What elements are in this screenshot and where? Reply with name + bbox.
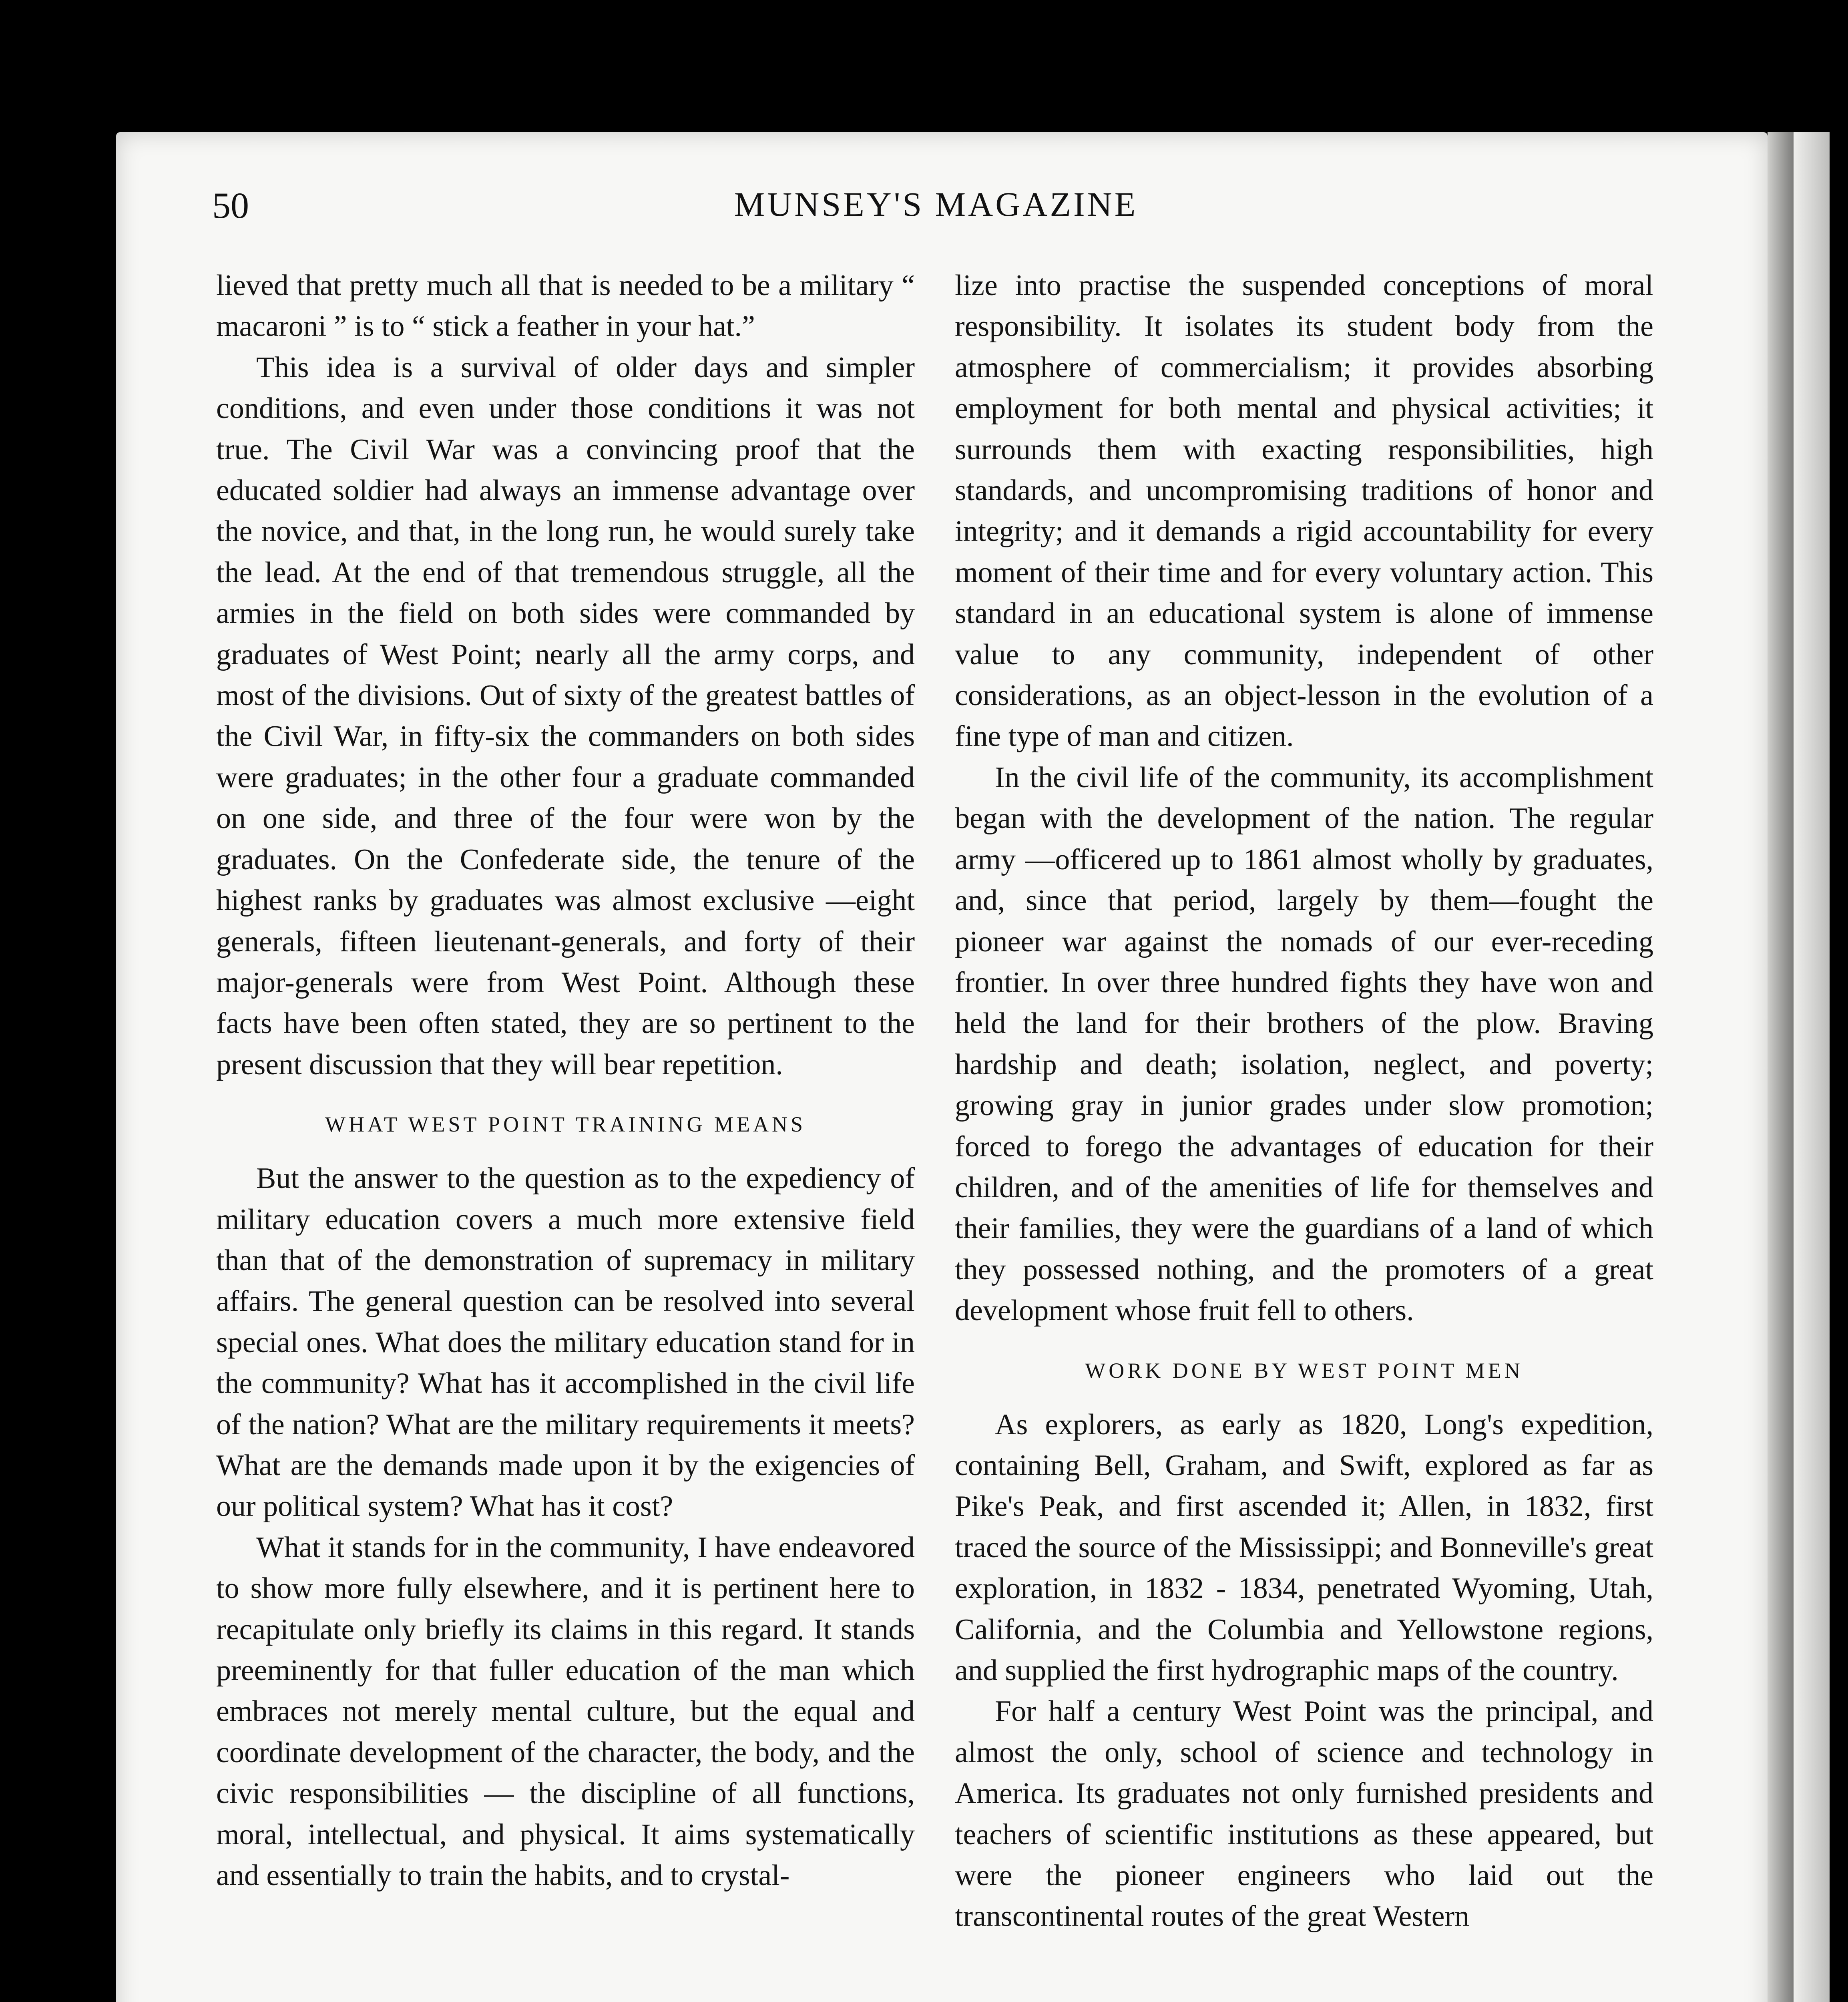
right-column — [955, 265, 1653, 1937]
paragraph: This idea is a survival of older days and simpler conditions, and even under those conditions it was not true. The Civil War was a convincing proof that the educated soldier had always an immense advantage over the novice, and that, in the long run, he would surely take the lead. At the end of that tremendous struggle, all the armies in the field on both sides were commanded by graduates of West Point; nearly all the army corps, and most of the divisions. Out of sixty of the greatest battles of the Civil War, in fifty-six the commanders on both sides were graduates; in the other four a graduate commanded on one side, and three of the four were won by the graduates. On the Confederate side, the tenure of the highest ranks by graduates was almost exclusive —eight generals, fifteen lieutenant-generals, and forty of their major-generals were from West Point. Although these facts have been often stated, they are so pertinent to the present discussion that they will bear repetition. — [216, 351, 915, 1081]
running-head: MUNSEY'S MAGAZINE — [734, 185, 1138, 223]
page-header — [212, 184, 1660, 244]
paragraph: For half a century West Point was the principal, and almost the only, school of science and technology in America. Its graduates not only furnished presidents and teachers of scientific institutions as these appeared, but were the pioneer engineers who laid out the transcontinental routes of the great Western — [955, 1695, 1653, 1933]
section-heading: WHAT WEST POINT TRAINING MEANS — [325, 1112, 806, 1137]
paragraph: lize into practise the suspended conceptions of moral responsibility. It isolates its student body from the atmosphere of commercialism; it provides absorbing employment for both mental and physical activities; it surrounds them with exacting responsibilities, high standards, and uncompromising traditions of honor and integrity; and it demands a rigid accountability for every moment of their time and for every voluntary action. This standard in an educational system is alone of immense value to any community, independent of other considerations, as an object-lesson in the evolution of a fine type of man and citizen. — [955, 269, 1653, 753]
section-heading: WORK DONE BY WEST POINT MEN — [1085, 1358, 1523, 1383]
page-number: 50 — [212, 185, 249, 226]
paragraph: But the answer to the question as to the expediency of military education covers a much more extensive field than that of the demonstration of supremacy in military affairs. The general question can be resolved into several special ones. What does the military education stand for in the community? What has it accomplished in the civil life of the nation? What are the military requirements it meets? What are the demands made upon it by the exigencies of our political system? What has it cost? — [216, 1162, 915, 1523]
next-page-edge — [1794, 132, 1830, 2002]
paragraph: In the civil life of the community, its accomplishment began with the development of the nation. The regular army —officered up to 1861 almost wholly by graduates, and, since that period, largely by them—fought the pioneer war against the nomads of our ever-receding frontier. In over three hundred fights they have won and held the land for their brothers of the plow. Braving hardship and death; isolation, neglect, and poverty; growing gray in junior grades under slow promotion; forced to forego the advantages of education for their children, and of the amenities of life for themselves and their families, they were the guardians of a land of which they possessed nothing, and the promoters of a great development whose fruit fell to others. — [955, 761, 1653, 1327]
left-column — [216, 265, 915, 1896]
paragraph: lieved that pretty much all that is needed to be a military “ macaroni ” is to “ stick a feather in your hat.” — [216, 269, 915, 343]
paragraph: As explorers, as early as 1820, Long's expedition, containing Bell, Graham, and Swift, explored as far as Pike's Peak, and first ascended it; Allen, in 1832, first traced the source of the Mississippi; and Bonneville's great exploration, in 1832 - 1834, penetrated Wyoming, Utah, California, and the Columbia and Yellowstone regions, and supplied the first hydrographic maps of the country. — [955, 1408, 1653, 1687]
paragraph: What it stands for in the community, I have endeavored to show more fully elsewhere, and it is pertinent here to recapitulate only briefly its claims in this regard. It stands preeminently for that fuller education of the man which embraces not merely mental culture, but the equal and coordinate development of the character, the body, and the civic responsibilities — the discipline of all functions, moral, intellectual, and physical. It aims systematically and essentially to train the habits, and to crystal- — [216, 1531, 915, 1892]
